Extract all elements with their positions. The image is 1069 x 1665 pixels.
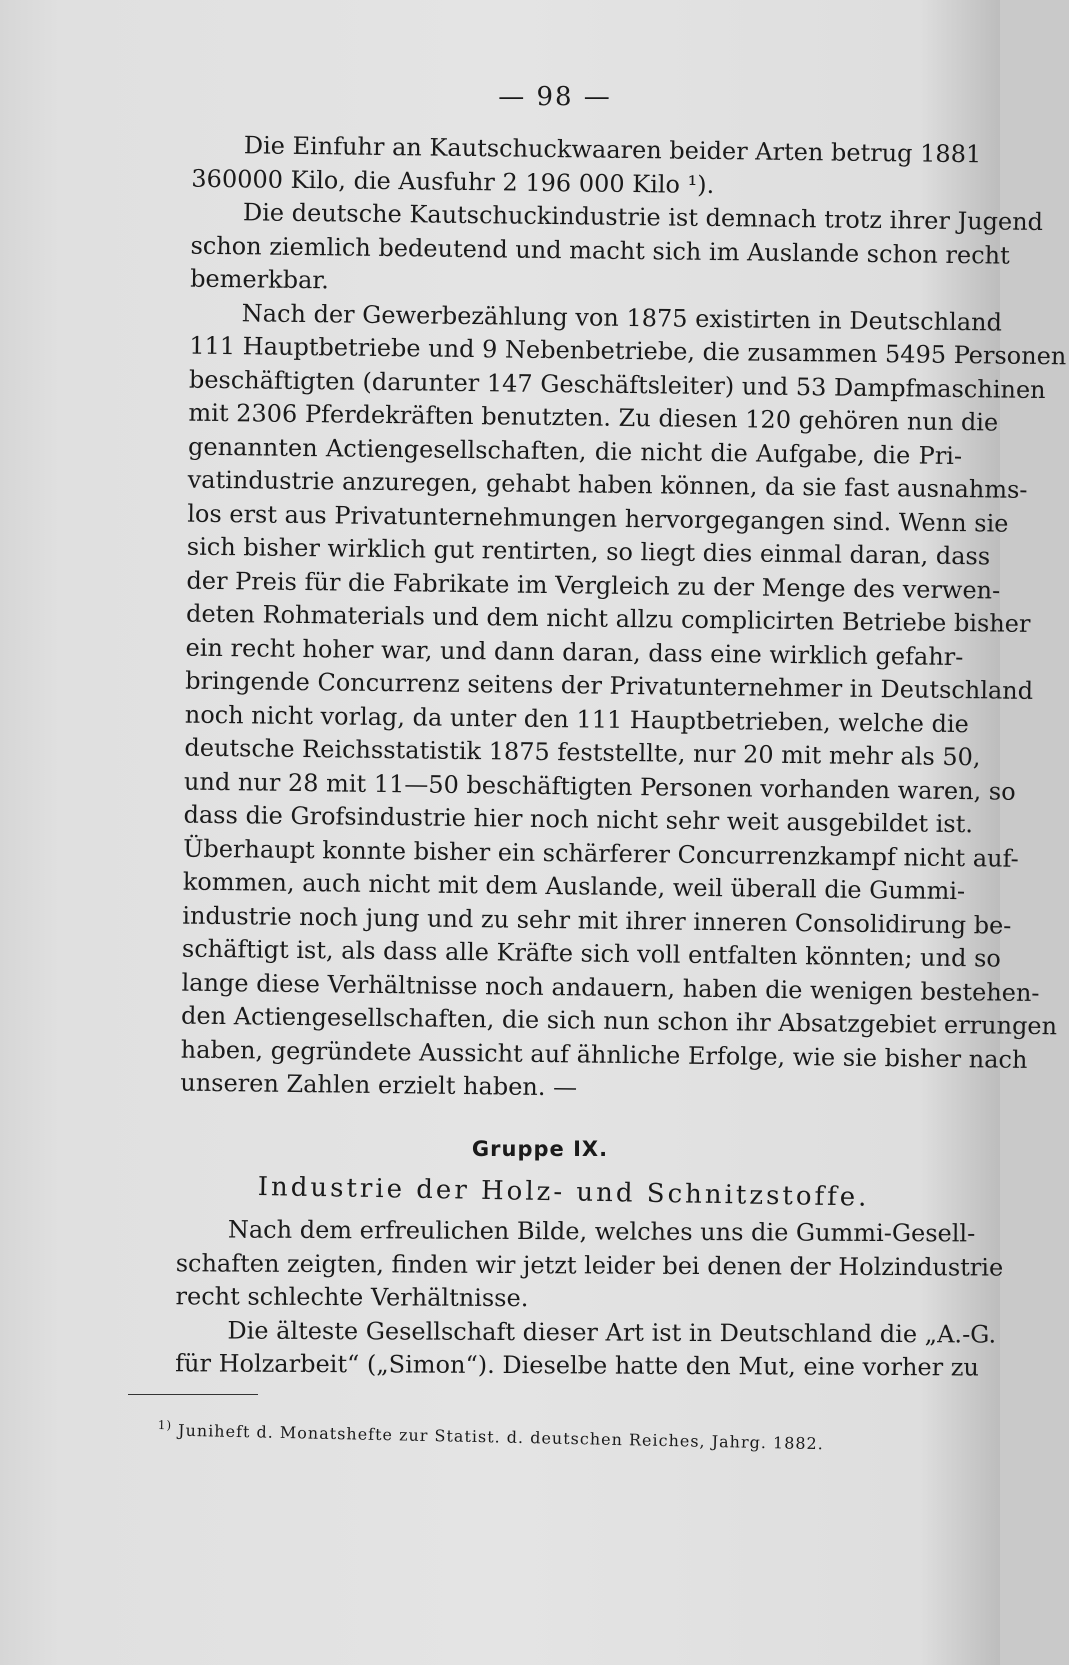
text-line: Die Einfuhr an Kautschuckwaaren beider Arten betrug 1881 [243, 131, 982, 169]
text-line: Überhaupt konnte bisher ein schärferer Concurrenzkampf nicht auf- [183, 834, 1019, 873]
text-line: bemerkbar. [189, 264, 330, 295]
text-line: unseren Zahlen erzielt haben. — [180, 1068, 578, 1102]
text-line: dass die Grofsindustrie hier noch nicht sehr weit ausgebildet ist. [183, 800, 974, 839]
text-line: industrie noch jung und zu sehr mit ihrer inneren Consolidirung be- [182, 901, 1012, 940]
text-line: beschäftigten (darunter 147 Geschäftsleiter) und 53 Dampfmaschinen [188, 365, 1046, 404]
text-line: Die deutsche Kautschuckindustrie ist demnach trotz ihrer Jugend [242, 198, 1044, 237]
text-line: bringende Concurrenz seitens der Privatunternehmer in Deutschland [185, 666, 1034, 705]
paragraph [128, 295, 1067, 1109]
section-subheading: Industrie der Holz- und Schnitzstoffe. [257, 1172, 870, 1213]
text-line: mit 2306 Pferdekräften benutzten. Zu diesen 120 gehören nun die [188, 398, 999, 437]
text-line: und nur 28 mit 11—50 beschäftigten Personen vorhanden waren, so [183, 767, 1016, 806]
footnote-marker: 1) [157, 1418, 173, 1433]
section-heading: Gruppe IX. [471, 1137, 609, 1161]
paragraph [123, 1213, 1004, 1318]
body-text-section [123, 1213, 1004, 1385]
text-line: deutsche Reichsstatistik 1875 feststellte, nur 20 mit mehr als 50, [184, 733, 981, 772]
text-line: schon ziemlich bedeutend und macht sich im Auslande schon recht [190, 231, 1010, 270]
footnote-divider [128, 1394, 258, 1395]
text-line: ein recht hoher war, und dann daran, dass eine wirklich gefahr- [185, 633, 964, 671]
paragraph [138, 195, 1044, 306]
footnote [158, 1418, 825, 1453]
text-line: deten Rohmaterials und dem nicht allzu complicirten Betriebe bisher [185, 599, 1031, 638]
text-line: schäftigt ist, als dass alle Kräfte sich voll entfalten könnten; und so [181, 934, 1001, 973]
footnote-text: Juniheft d. Monatshefte zur Statist. d. deutschen Reiches, Jahrg. 1882. [177, 1420, 825, 1454]
text-line: recht schlechte Verhältnisse. [175, 1282, 529, 1313]
text-line: 360000 Kilo, die Ausfuhr 2 196 000 Kilo ¹). [191, 164, 715, 199]
paragraph [123, 1313, 997, 1384]
text-line: kommen, auch nicht mit dem Auslande, weil überall die Gummi- [182, 867, 966, 906]
paragraph [139, 128, 982, 205]
text-line: schaften zeigten, finden wir jetzt leider bei denen der Holzindustrie [175, 1248, 1004, 1282]
text-line: los erst aus Privatunternehmungen hervorgegangen sind. Wenn sie [187, 499, 1009, 538]
text-line: für Holzarbeit“ („Simon“). Dieselbe hatte den Mut, eine vorher zu [175, 1349, 979, 1382]
text-line: vatindustrie anzuregen, gehabt haben können, da sie fast ausnahms- [187, 465, 1028, 504]
text-line: noch nicht vorlag, da unter den 111 Hauptbetrieben, welche die [184, 700, 969, 738]
text-line: lange diese Verhältnisse noch andauern, haben die wenigen bestehen- [181, 968, 1040, 1007]
text-line: Nach dem erfreulichen Bilde, welches uns die Gummi-Gesell- [227, 1215, 976, 1248]
text-line: genannten Actiengesellschaften, die nicht die Aufgabe, die Pri- [187, 432, 963, 470]
body-text [128, 128, 1067, 1110]
text-line: haben, gegründete Aussicht auf ähnliche Erfolge, wie sie bisher nach [180, 1035, 1028, 1074]
text-line: Die älteste Gesellschaft dieser Art ist in Deutschland die „A.-G. [227, 1316, 997, 1349]
page-number: — 98 — [498, 82, 612, 112]
text-line: Nach der Gewerbezählung von 1875 existirten in Deutschland [241, 298, 1003, 337]
text-line: 111 Hauptbetriebe und 9 Nebenbetriebe, die zusammen 5495 Personen [189, 331, 1067, 371]
text-line: sich bisher wirklich gut rentirten, so liegt dies einmal daran, dass [186, 532, 991, 571]
text-line: den Actiengesellschaften, die sich nun schon ihr Absatzgebiet errungen [180, 1001, 1058, 1041]
text-line: der Preis für die Fabrikate im Vergleich zu der Menge des verwen- [186, 566, 1001, 605]
